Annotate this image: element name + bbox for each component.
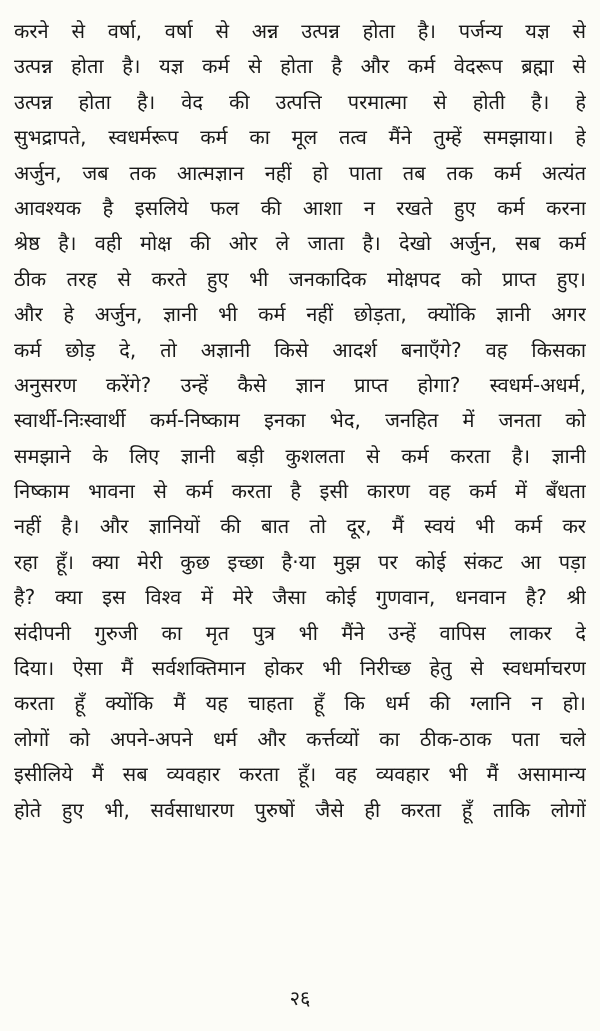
body-text <box>14 14 586 828</box>
text-line: रहा हूँ। क्या मेरी कुछ इच्छा है·या मुझ पर कोई संकट आ पड़ा <box>14 549 586 574</box>
text-line: और हे अर्जुन, ज्ञानी भी कर्म नहीं छोड़ता, क्योंकि ज्ञानी अगर <box>14 302 586 327</box>
text-line: अर्जुन, जब तक आत्मज्ञान नहीं हो पाता तब तक कर्म अत्यंत <box>14 160 586 185</box>
text-line: करने से वर्षा, वर्षा से अन्न उत्पन्न होता है। पर्जन्य यज्ञ से <box>14 19 586 43</box>
text-line: संदीपनी गुरुजी का मृत पुत्र भी मैंने उन्हें वापिस लाकर दे <box>14 620 586 645</box>
text-line: ठीक तरह से करते हुए भी जनकादिक मोक्षपद को प्राप्त हुए। <box>14 266 586 291</box>
text-line: समझाने के लिए ज्ञानी बड़ी कुशलता से कर्म करता है। ज्ञानी <box>14 443 586 468</box>
text-line: लोगों को अपने-अपने धर्म और कर्त्तव्यों का ठीक-ठाक पता चले <box>14 726 586 751</box>
text-line: सुभद्रापते, स्वधर्मरूप कर्म का मूल तत्व मैंने तुम्हें समझाया। हे <box>14 125 586 150</box>
text-line: श्रेष्ठ है। वही मोक्ष की ओर ले जाता है। देखो अर्जुन, सब कर्म <box>14 231 586 256</box>
text-line: दिया। ऐसा मैं सर्वशक्तिमान होकर भी निरीच्छ हेतु से स्वधर्माचरण <box>14 656 586 681</box>
text-line: अनुसरण करेंगे? उन्हें कैसे ज्ञान प्राप्त होगा? स्वधर्म-अधर्म, <box>14 372 586 397</box>
text-line: नहीं है। और ज्ञानियों की बात तो दूर, मैं स्वयं भी कर्म कर <box>14 514 586 539</box>
text-line: है? क्या इस विश्व में मेरे जैसा कोई गुणवान, धनवान है? श्री <box>14 585 586 610</box>
text-line: उत्पन्न होता है। यज्ञ कर्म से होता है और कर्म वेदरूप ब्रह्मा से <box>14 54 586 79</box>
text-line: होते हुए भी, सर्वसाधारण पुरुषों जैसे ही करता हूँ ताकि लोगों <box>14 797 586 822</box>
text-line: कर्म छोड़ दे, तो अज्ञानी किसे आदर्श बनाएँगे? वह किसका <box>14 337 586 362</box>
text-line: स्वार्थी-निःस्वार्थी कर्म-निष्काम इनका भेद, जनहित में जनता को <box>14 408 586 433</box>
text-line: इसीलिये मैं सब व्यवहार करता हूँ। वह व्यवहार भी मैं असामान्य <box>14 762 586 787</box>
text-line: निष्काम भावना से कर्म करता है इसी कारण वह कर्म में बँधता <box>14 479 586 504</box>
text-line: उत्पन्न होता है। वेद की उत्पत्ति परमात्मा से होती है। हे <box>14 89 586 114</box>
page-number: २६ <box>289 986 311 1010</box>
text-line: करता हूँ क्योंकि मैं यह चाहता हूँ कि धर्म की ग्लानि न हो। <box>14 691 586 716</box>
text-line: आवश्यक है इसलिये फल की आशा न रखते हुए कर्म करना <box>14 195 586 220</box>
